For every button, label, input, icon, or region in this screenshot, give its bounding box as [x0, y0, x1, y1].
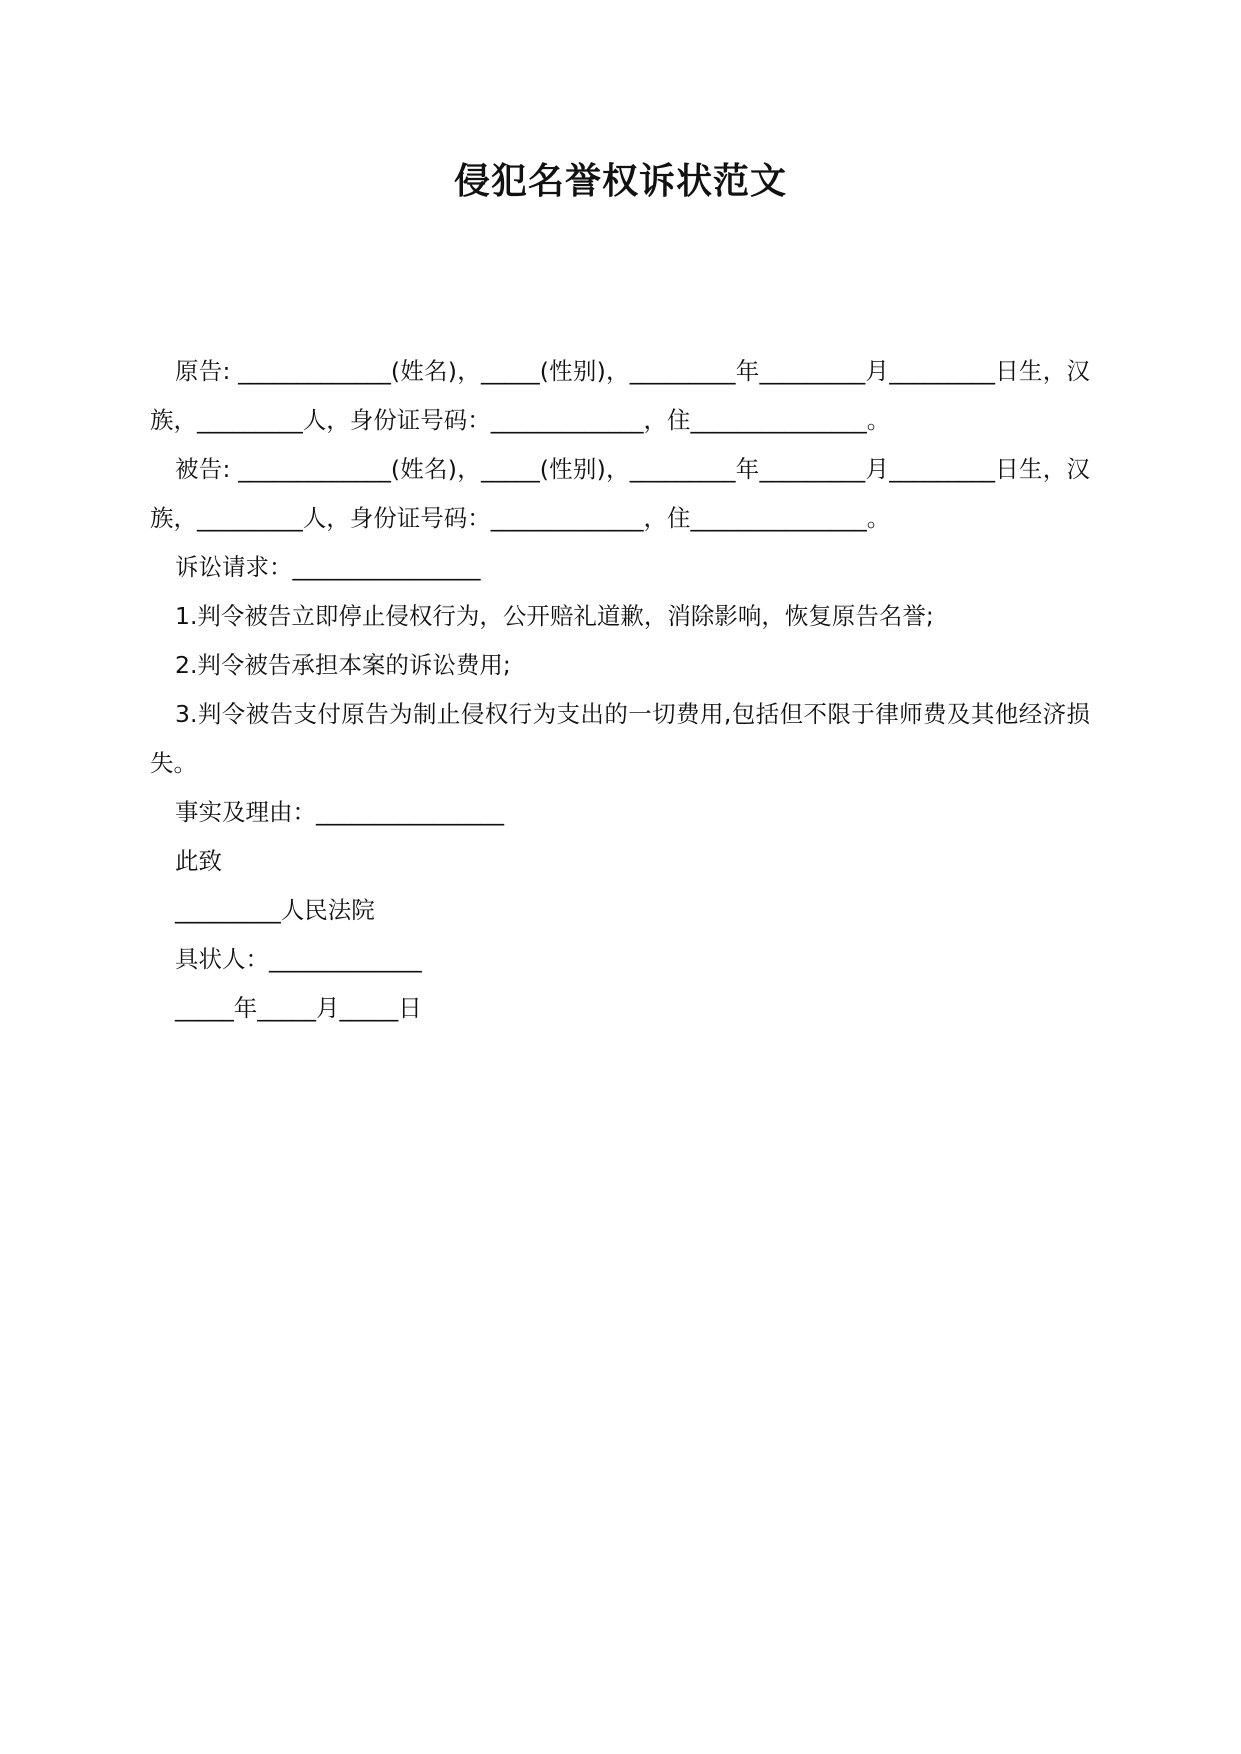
complainant-signature-line: 具状人：_____________	[175, 945, 422, 973]
defendant-info-paragraph: 被告: _____________(姓名)，_____(性别)，_________年_________月_________日生，汉族，_________人，身份证号码：_____________，住_______________。	[150, 455, 1090, 532]
date-line: _____年_____月_____日	[175, 994, 422, 1022]
plaintiff-info-paragraph: 原告: _____________(姓名)，_____(性别)，_________年_________月_________日生，汉族，_________人，身份证号码：_____________，住_______________。	[150, 357, 1090, 434]
facts-and-reasons: 事实及理由：________________	[175, 798, 504, 826]
document-title: 侵犯名誉权诉状范文	[453, 161, 787, 202]
document-body	[150, 347, 1090, 1033]
salutation: 此致	[175, 847, 222, 875]
claim-item-2: 2.判令被告承担本案的诉讼费用;	[175, 651, 511, 679]
claims-heading: 诉讼请求：________________	[175, 553, 481, 581]
court-name-line: _________人民法院	[175, 896, 375, 924]
claim-item-1: 1.判令被告立即停止侵权行为，公开赔礼道歉，消除影响，恢复原告名誉;	[175, 602, 934, 630]
claim-item-3: 3.判令被告支付原告为制止侵权行为支出的一切费用,包括但不限于律师费及其他经济损失。	[150, 700, 1090, 777]
